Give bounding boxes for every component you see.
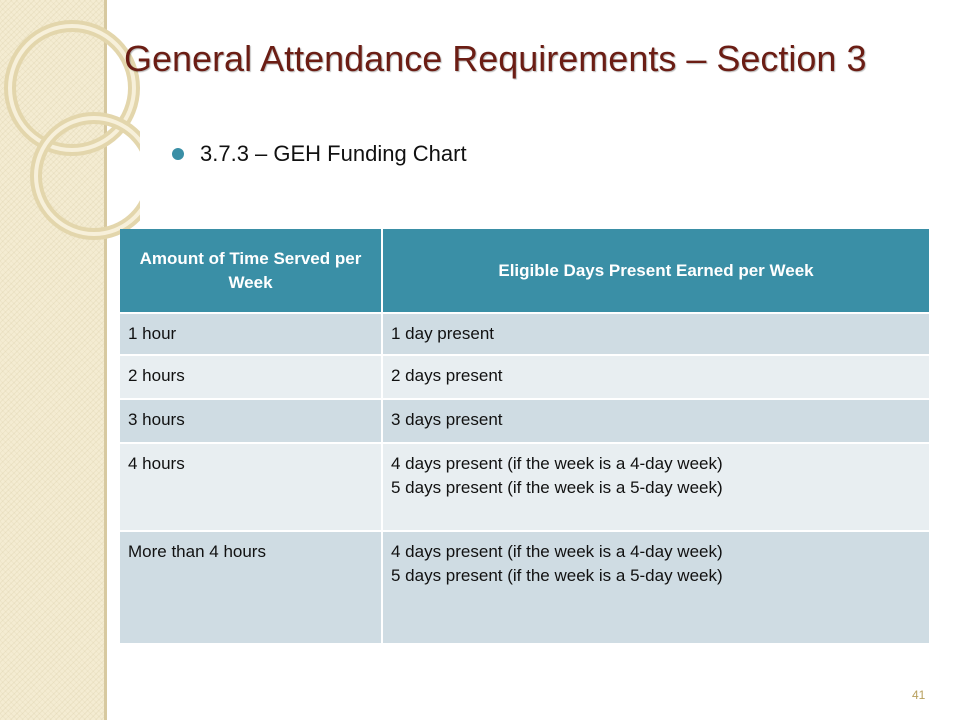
page-number: 41 xyxy=(912,688,926,702)
table-header-row xyxy=(120,229,929,313)
slide-title: General Attendance Requirements – Section 3 xyxy=(124,38,867,79)
days-line: 2 days present xyxy=(391,366,503,385)
header-days-earned: Eligible Days Present Earned per Week xyxy=(382,229,929,313)
days-cell xyxy=(382,531,929,643)
days-line: 5 days present (if the week is a 5-day week) xyxy=(391,566,723,585)
table-row xyxy=(120,355,929,399)
bullet-text: 3.7.3 – GEH Funding Chart xyxy=(200,141,467,166)
header-time-served: Amount of Time Served per Week xyxy=(120,229,382,313)
bullet-dot-icon xyxy=(172,148,184,160)
days-line: 3 days present xyxy=(391,410,503,429)
time-cell: 3 hours xyxy=(120,399,382,443)
days-line: 5 days present (if the week is a 5-day week) xyxy=(391,478,723,497)
funding-table xyxy=(120,229,929,643)
days-cell xyxy=(382,399,929,443)
decorative-rings-icon xyxy=(0,0,140,260)
time-cell: 2 hours xyxy=(120,355,382,399)
days-cell xyxy=(382,443,929,531)
days-cell xyxy=(382,313,929,355)
table-row xyxy=(120,443,929,531)
table-row xyxy=(120,399,929,443)
days-line: 4 days present (if the week is a 4-day week) xyxy=(391,542,723,561)
table-row xyxy=(120,313,929,355)
days-cell xyxy=(382,355,929,399)
days-line: 1 day present xyxy=(391,324,495,343)
bullet-item xyxy=(172,141,467,167)
time-cell: More than 4 hours xyxy=(120,531,382,643)
table-row xyxy=(120,531,929,643)
time-cell: 1 hour xyxy=(120,313,382,355)
days-line: 4 days present (if the week is a 4-day week) xyxy=(391,454,723,473)
time-cell: 4 hours xyxy=(120,443,382,531)
